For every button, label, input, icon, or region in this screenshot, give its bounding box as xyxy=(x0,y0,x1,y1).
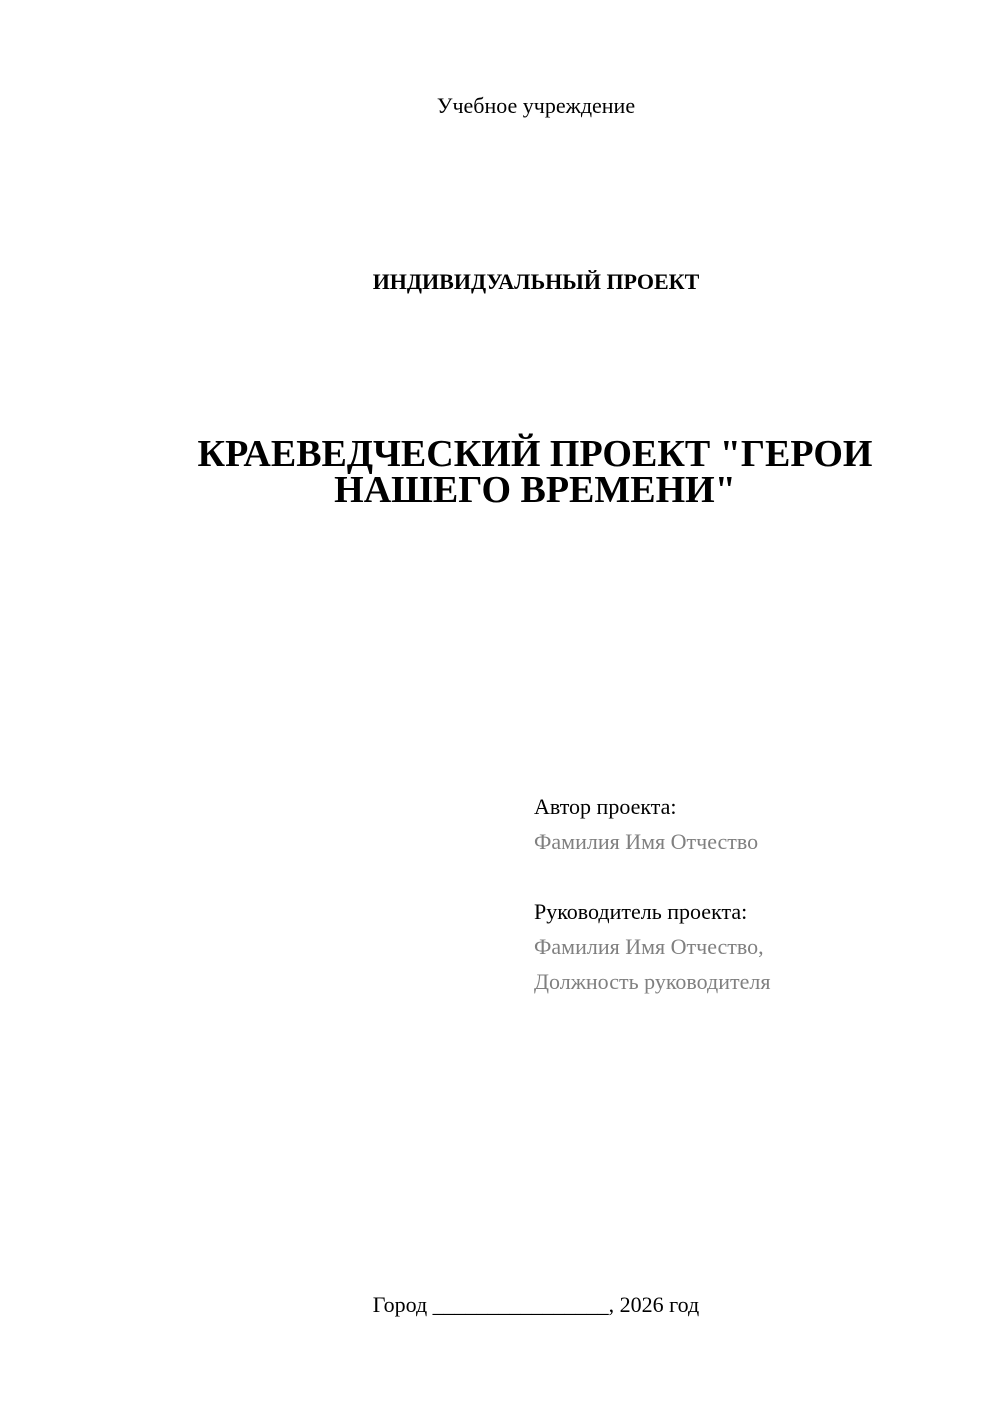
credits-spacer xyxy=(534,859,974,894)
supervisor-label: Руководитель проекта: xyxy=(534,899,748,924)
institution-name: Учебное учреждение xyxy=(436,93,636,118)
supervisor-position: Должность руководителя xyxy=(534,969,771,994)
city-year-line: Город ________________, 2026 год xyxy=(372,1292,700,1317)
author-name: Фамилия Имя Отчество xyxy=(534,829,759,854)
document-type: ИНДИВИДУАЛЬНЫЙ ПРОЕКТ xyxy=(372,269,700,294)
author-label: Автор проекта: xyxy=(534,794,677,819)
supervisor-name: Фамилия Имя Отчество, xyxy=(534,934,764,959)
credits-block xyxy=(534,789,974,999)
project-title: КРАЕВЕДЧЕСКИЙ ПРОЕКТ "ГЕРОИ НАШЕГО ВРЕМЕНИ" xyxy=(197,433,873,511)
